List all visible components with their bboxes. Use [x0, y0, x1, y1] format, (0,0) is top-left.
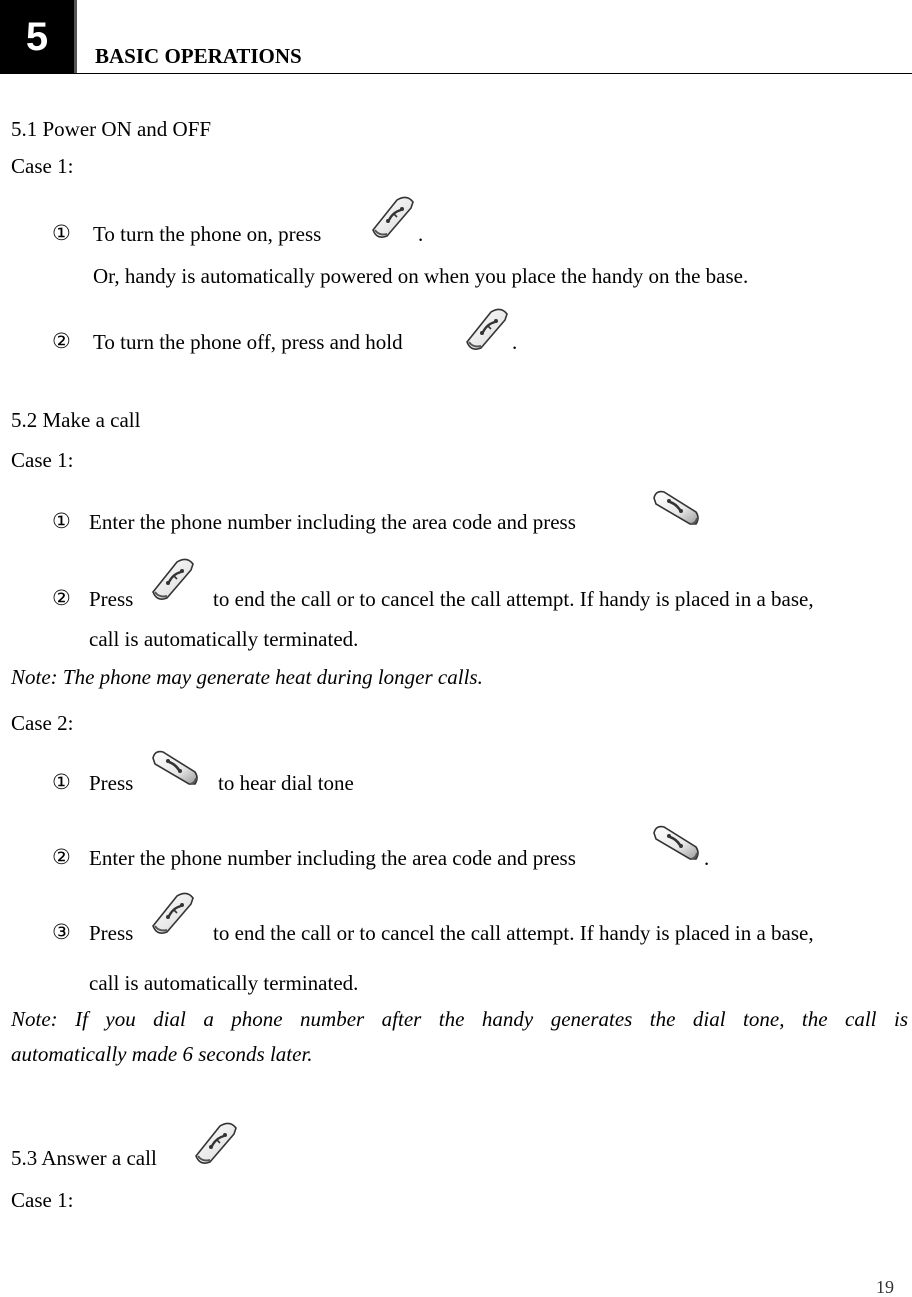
- case-label: Case 1:: [11, 1188, 74, 1212]
- case-label: Case 2:: [11, 711, 74, 735]
- list-marker: ②: [52, 329, 71, 353]
- punctuation: .: [512, 330, 518, 354]
- instruction-text: call is automatically terminated.: [89, 971, 359, 995]
- end-power-key-icon: [147, 556, 197, 602]
- note-text: Note: The phone may generate heat during longer calls.: [11, 665, 483, 689]
- instruction-text: to end the call or to cancel the call attempt. If handy is placed in a base,: [213, 921, 814, 945]
- instruction-text: Press: [89, 587, 134, 611]
- section-heading-5-3: 5.3 Answer a call: [11, 1146, 157, 1170]
- instruction-text: Enter the phone number including the area code and press: [89, 510, 576, 534]
- list-marker: ②: [52, 845, 71, 869]
- chapter-number-box: [0, 0, 77, 74]
- instruction-text: To turn the phone off, press and hold: [93, 330, 403, 354]
- header-rule: [74, 73, 912, 74]
- chapter-number: 5: [25, 14, 49, 59]
- page-number: 19: [876, 1277, 894, 1297]
- punctuation: .: [704, 846, 710, 870]
- talk-key-icon: [650, 823, 702, 863]
- section-heading-5-2: 5.2 Make a call: [11, 408, 141, 432]
- list-marker: ①: [52, 770, 71, 794]
- list-marker: ②: [52, 586, 71, 610]
- list-marker: ①: [52, 221, 71, 245]
- instruction-text: Press: [89, 921, 134, 945]
- chapter-title: BASIC OPERATIONS: [95, 44, 302, 68]
- instruction-text: to hear dial tone: [218, 771, 354, 795]
- end-power-key-icon: [147, 890, 197, 936]
- case-label: Case 1:: [11, 448, 74, 472]
- punctuation: .: [418, 222, 424, 246]
- instruction-text: Press: [89, 771, 134, 795]
- talk-key-icon: [149, 748, 201, 788]
- list-marker: ①: [52, 509, 71, 533]
- instruction-text: Enter the phone number including the area code and press: [89, 846, 576, 870]
- instruction-text: to end the call or to cancel the call attempt. If handy is placed in a base,: [213, 587, 814, 611]
- list-marker: ③: [52, 920, 71, 944]
- instruction-text: call is automatically terminated.: [89, 627, 359, 651]
- instruction-text: Or, handy is automatically powered on when you place the handy on the base.: [93, 264, 749, 288]
- section-heading-5-1: 5.1 Power ON and OFF: [11, 117, 212, 141]
- instruction-text: To turn the phone on, press: [93, 222, 322, 246]
- case-label: Case 1:: [11, 154, 74, 178]
- end-power-key-icon: [461, 306, 511, 352]
- talk-key-icon: [650, 488, 702, 528]
- note-text: Note: If you dial a phone number after the handy generates the dial tone, the call is: [11, 1007, 908, 1031]
- end-power-key-icon: [190, 1120, 240, 1166]
- note-text: automatically made 6 seconds later.: [11, 1042, 313, 1066]
- end-power-key-icon: [367, 194, 417, 240]
